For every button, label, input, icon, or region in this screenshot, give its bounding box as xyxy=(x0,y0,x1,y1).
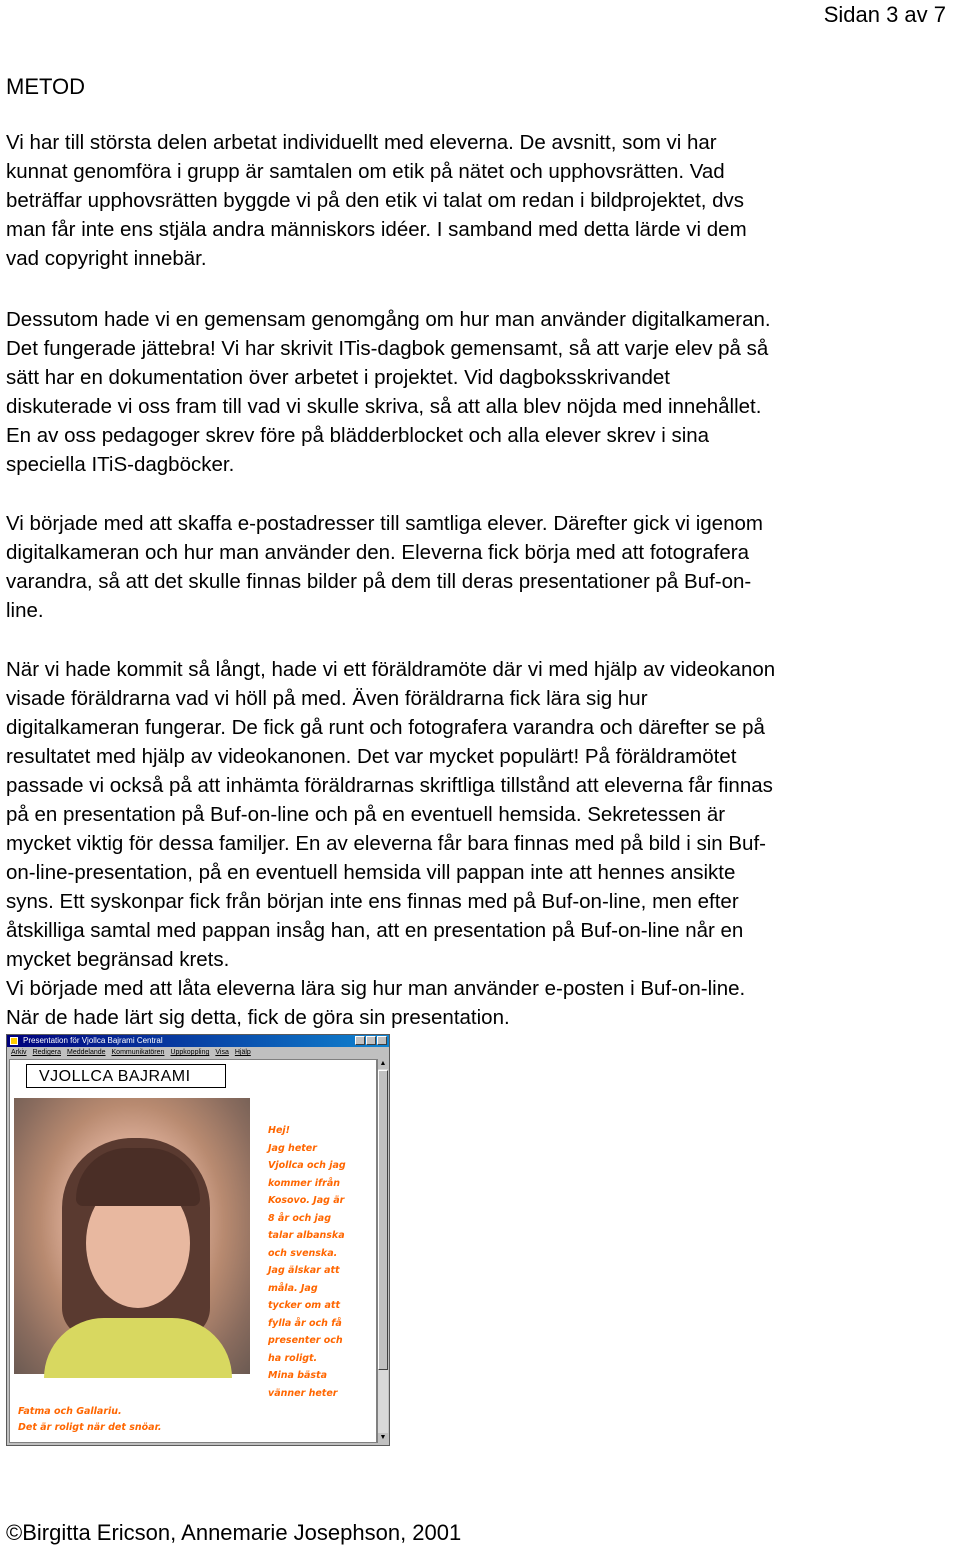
text-line: digitalkameran fungerar. De fick gå runt och fotografera varandra och därefter se på xyxy=(6,716,765,739)
text-line: passade vi också på att inhämta föräldrarnas skriftliga tillstånd att eleverna får finnas xyxy=(6,774,773,797)
story-line: Jag älskar att xyxy=(268,1265,340,1276)
text-line: mycket begränsad krets. xyxy=(6,948,230,971)
scroll-down-icon: ▼ xyxy=(379,1434,387,1441)
story-line: fylla år och få xyxy=(268,1317,342,1329)
text-line: beträffar upphovsrätten byggde vi på den etik vi talat om redan i bildprojektet, dvs xyxy=(6,189,745,212)
story-line: Vjollca och jag xyxy=(268,1160,346,1171)
section-heading: METOD xyxy=(6,74,86,99)
text-line: Det fungerade jättebra! Vi har skrivit ITis-dagbok gemensamt, så att varje elev på så xyxy=(6,337,769,360)
story-line: ha roligt. xyxy=(268,1352,318,1364)
close-icon xyxy=(377,1036,387,1045)
scroll-thumb xyxy=(378,1070,388,1370)
text-line: Vi började med att låta eleverna lära sig hur man använder e-posten i Buf-on-line. xyxy=(6,977,746,1000)
paragraph xyxy=(6,305,951,479)
story-line: Hej! xyxy=(268,1125,290,1136)
text-line: Vi har till största delen arbetat individuellt med eleverna. De avsnitt, som vi har xyxy=(6,131,717,154)
student-photo xyxy=(14,1098,250,1374)
story-line: presenter och xyxy=(268,1335,343,1346)
text-line: resultatet med hjälp av videokanonen. Det var mycket populärt! På föräldramötet xyxy=(6,745,737,768)
window-buttons xyxy=(355,1036,387,1045)
app-icon xyxy=(10,1037,18,1045)
story-line: vänner heter xyxy=(268,1387,338,1399)
text-line: visade föräldrarna vad vi höll på med. Även föräldrarna fick lära sig hur xyxy=(6,687,648,710)
menu-item: Kommunikatören xyxy=(111,1049,165,1056)
menu-item: Visa xyxy=(215,1049,229,1056)
menu-bar xyxy=(7,1047,389,1058)
student-story xyxy=(268,1122,380,1402)
text-line: Vi började med att skaffa e-postadresser till samtliga elever. Därefter gick vi igenom xyxy=(6,512,763,535)
copyright-footer: ©Birgitta Ericson, Annemarie Josephson, 2001 xyxy=(6,1520,462,1545)
text-line: kunnat genomföra i grupp är samtalen om etik på nätet och upphovsrätten. Vad xyxy=(6,160,725,183)
story-line: och svenska. xyxy=(268,1247,338,1259)
text-line: En av oss pedagoger skrev före på blädderblocket och alla elever skrev i sina xyxy=(6,424,710,447)
text-line: När de hade lärt sig detta, fick de göra sin presentation. xyxy=(6,1006,510,1029)
scroll-up-icon: ▲ xyxy=(379,1060,387,1067)
text-line: mycket viktig för dessa familjer. En av eleverna får bara finnas med på bild i sin Buf- xyxy=(6,832,766,855)
text-line: sätt har en dokumentation över arbetet i projektet. Vid dagboksskrivandet xyxy=(6,366,670,389)
text-line: på en presentation på Buf-on-line och på en eventuell hemsida. Sekretessen är xyxy=(6,803,726,826)
menu-item: Meddelande xyxy=(66,1049,106,1056)
text-line: När vi hade kommit så långt, hade vi ett föräldramöte där vi med hjälp av videokanon xyxy=(6,658,776,681)
paragraph xyxy=(6,655,951,1032)
text-line: man får inte ens stjäla andra människors idéer. I samband med detta lärde vi dem xyxy=(6,218,747,241)
page-number: Sidan 3 av 7 xyxy=(823,2,946,27)
text-line: line. xyxy=(6,599,44,622)
presentation-page xyxy=(9,1059,377,1443)
menu-item: Redigera xyxy=(32,1049,61,1056)
text-line: vad copyright innebär. xyxy=(6,247,207,270)
window-titlebar xyxy=(7,1035,389,1047)
text-line: syns. Ett syskonpar fick från början inte ens finnas med på Buf-on-line, men efter xyxy=(6,890,739,913)
menu-item: Hjälp xyxy=(234,1049,251,1056)
friends-caption xyxy=(18,1404,162,1436)
story-line: Mina bästa xyxy=(268,1370,328,1381)
text-line: on-line-presentation, på en eventuell hemsida vill pappan inte att hennes ansikte xyxy=(6,861,736,884)
student-name-box: VJOLLCA BAJRAMI xyxy=(26,1064,226,1088)
maximize-icon xyxy=(366,1036,376,1045)
minimize-icon xyxy=(355,1036,365,1045)
story-line: tycker om att xyxy=(268,1300,341,1311)
story-line: Kosovo. Jag är xyxy=(268,1195,345,1206)
window-title: Presentation för Vjollca Bajrami Central xyxy=(23,1036,163,1045)
menu-item: Arkiv xyxy=(11,1049,27,1056)
text-line: speciella ITiS-dagböcker. xyxy=(6,453,235,476)
menu-item: Uppkoppling xyxy=(170,1049,210,1056)
story-line: talar albanska xyxy=(268,1230,345,1241)
paragraph xyxy=(6,128,951,273)
embedded-screenshot xyxy=(6,1034,390,1446)
vertical-scrollbar xyxy=(377,1059,388,1443)
story-line: måla. Jag xyxy=(268,1282,318,1294)
caption-line: Fatma och Gallariu. xyxy=(18,1406,122,1417)
text-line: varandra, så att det skulle finnas bilder på dem till deras presentationer på Buf-on- xyxy=(6,570,752,593)
text-line: Dessutom hade vi en gemensam genomgång om hur man använder digitalkameran. xyxy=(6,308,771,331)
paragraph xyxy=(6,509,951,625)
story-line: kommer ifrån xyxy=(268,1177,340,1189)
text-line: diskuterade vi oss fram till vad vi skulle skriva, så att alla blev nöjda med innehållet. xyxy=(6,395,762,418)
text-line: åtskilliga samtal med pappan insåg han, att en presentation på Buf-on-line når en xyxy=(6,919,744,942)
text-line: digitalkameran och hur man använder den. Eleverna fick börja med att fotografera xyxy=(6,541,749,564)
story-line: 8 år och jag xyxy=(268,1212,332,1224)
caption-line: Det är roligt när det snöar. xyxy=(18,1422,162,1433)
story-line: Jag heter xyxy=(268,1142,317,1154)
